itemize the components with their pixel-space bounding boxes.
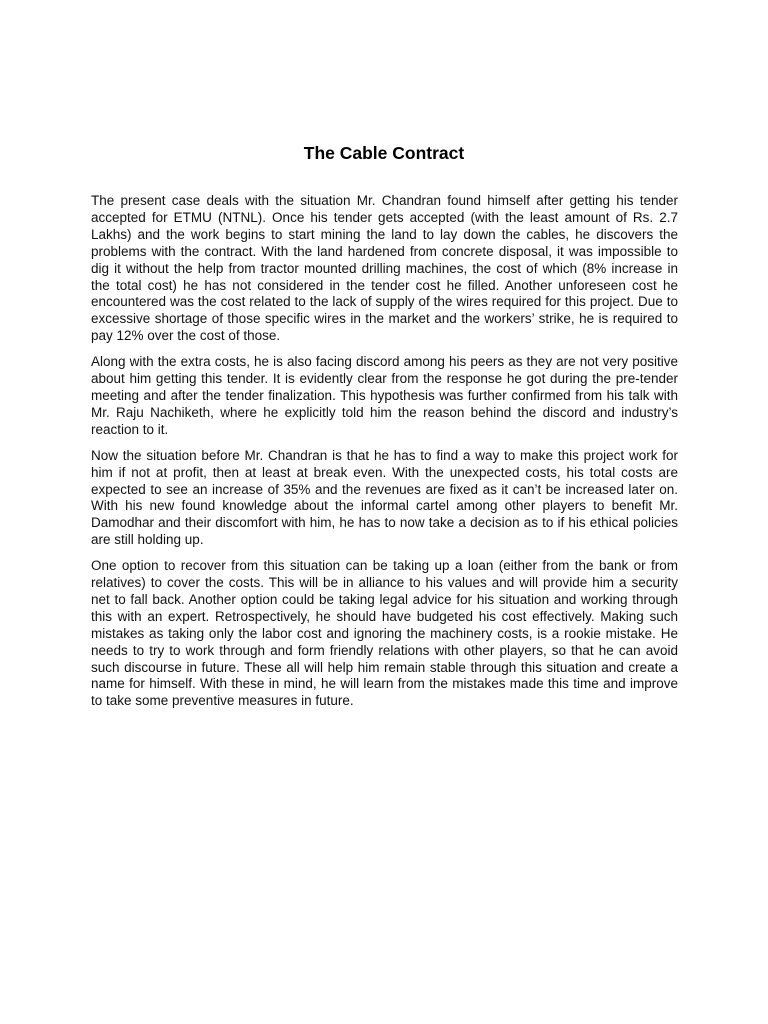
- document-title: The Cable Contract: [303, 143, 465, 163]
- paragraph-4: One option to recover from this situation can be taking up a loan (either from the bank or from relatives) to cover the costs. This will be in alliance to his values and will provide him a security net to fall back. Another option could be taking legal advice for his situation and working through this with an expert. Retrospectively, he should have budgeted his cost effectively. Making such mistakes as taking only the labor cost and ignoring the machinery costs, is a rookie mistake. He needs to try to work through and form friendly relations with other players, so that he can avoid such discourse in future. These all will help him remain stable through this situation and create a name for himself. With these in mind, he will learn from the mistakes made this time and improve to take some preventive measures in future.: [91, 558, 678, 709]
- paragraph-2: Along with the extra costs, he is also facing discord among his peers as they are not very positive about him getting this tender. It is evidently clear from the response he got during the pre-tender meeting and after the tender finalization. This hypothesis was further confirmed from his talk with Mr. Raju Nachiketh, where he explicitly told him the reason behind the discord and industry’s reaction to it.: [91, 354, 678, 437]
- document-body: [91, 193, 678, 719]
- paragraph-3: Now the situation before Mr. Chandran is that he has to find a way to make this project work for him if not at profit, then at least at break even. With the unexpected costs, his total costs are expected to see an increase of 35% and the revenues are fixed as it can’t be increased later on. With his new found knowledge about the informal cartel among other players to benefit Mr. Damodhar and their discomfort with him, he has to now take a decision as to if his ethical policies are still holding up.: [91, 447, 678, 548]
- paragraph-1: The present case deals with the situation Mr. Chandran found himself after getting his tender accepted for ETMU (NTNL). Once his tender gets accepted (with the least amount of Rs. 2.7 Lakhs) and the work begins to start mining the land to lay down the cables, he discovers the problems with the contract. With the land hardened from concrete disposal, it was impossible to dig it without the help from tractor mounted drilling machines, the cost of which (8% increase in the total cost) he has not considered in the tender cost he filled. Another unforeseen cost he encountered was the cost related to the lack of supply of the wires required for this project. Due to excessive shortage of those specific wires in the market and the workers’ strike, he is required to pay 12% over the cost of those.: [91, 193, 678, 344]
